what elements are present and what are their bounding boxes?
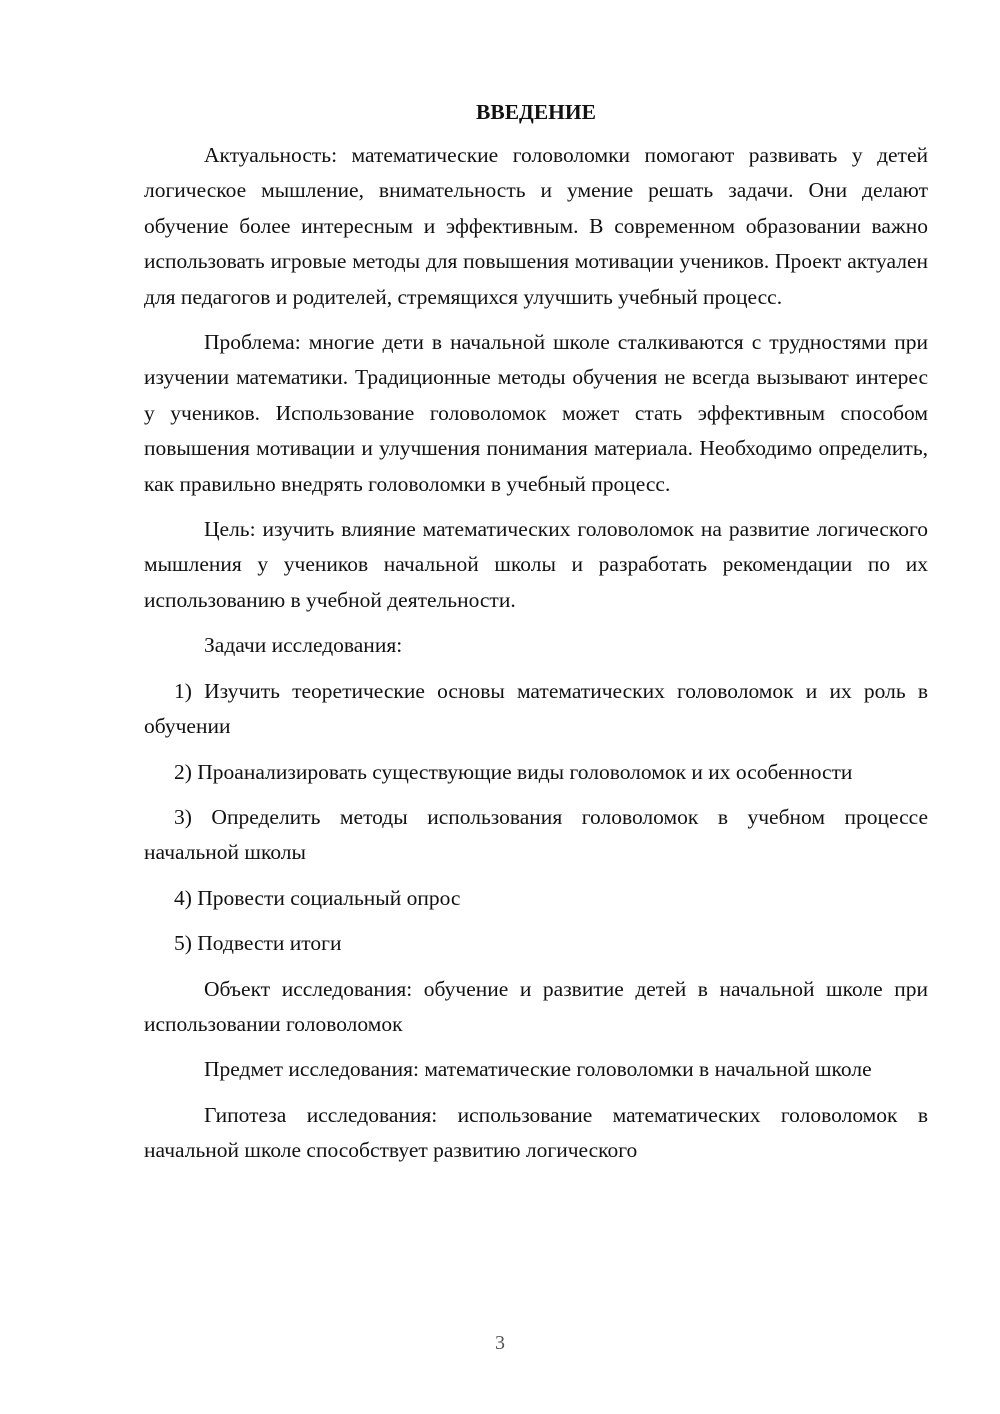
problem-paragraph: Проблема: многие дети в начальной школе сталкиваются с трудностями при изучении математики. Традиционные методы обучения не всегда вызывают интерес у учеников. Использование головоломок может стать эффективным способом повышения мотивации и улучшения понимания материала. Необходимо определить, как правильно внедрять головоломки в учебный процесс.	[144, 330, 928, 496]
object-paragraph: Объект исследования: обучение и развитие детей в начальной школе при использовании головоломок	[144, 976, 928, 1036]
document-page	[144, 96, 928, 1169]
subject-paragraph: Предмет исследования: математические головоломки в начальной школе	[204, 1057, 872, 1082]
task-item-3: 3) Определить методы использования головоломок в учебном процессе начальной школы	[144, 804, 928, 865]
page-number: 3	[495, 1332, 505, 1354]
task-item-2: 2) Проанализировать существующие виды головоломок и их особенности	[174, 759, 853, 784]
hypothesis-paragraph: Гипотеза исследования: использование математических головоломок в начальной школе способствует развитию логического	[144, 1102, 928, 1163]
relevance-paragraph: Актуальность: математические головоломки помогают развивать у детей логическое мышление, внимательность и умение решать задачи. Они делают обучение более интересным и эффективным. В современном образовании важно использовать игровые методы для повышения мотивации учеников. Проект актуален для педагогов и родителей, стремящихся улучшить учебный процесс.	[144, 143, 928, 309]
task-item-5: 5) Подвести итоги	[174, 931, 342, 956]
task-item-4: 4) Провести социальный опрос	[174, 885, 461, 910]
tasks-heading: Задачи исследования:	[204, 633, 403, 658]
goal-paragraph: Цель: изучить влияние математических головоломок на развитие логического мышления у учеников начальной школы и разработать рекомендации по их использованию в учебной деятельности.	[144, 517, 928, 612]
task-item-1: 1) Изучить теоретические основы математических головоломок и их роль в обучении	[144, 678, 928, 739]
section-title: ВВЕДЕНИЕ	[476, 100, 596, 124]
